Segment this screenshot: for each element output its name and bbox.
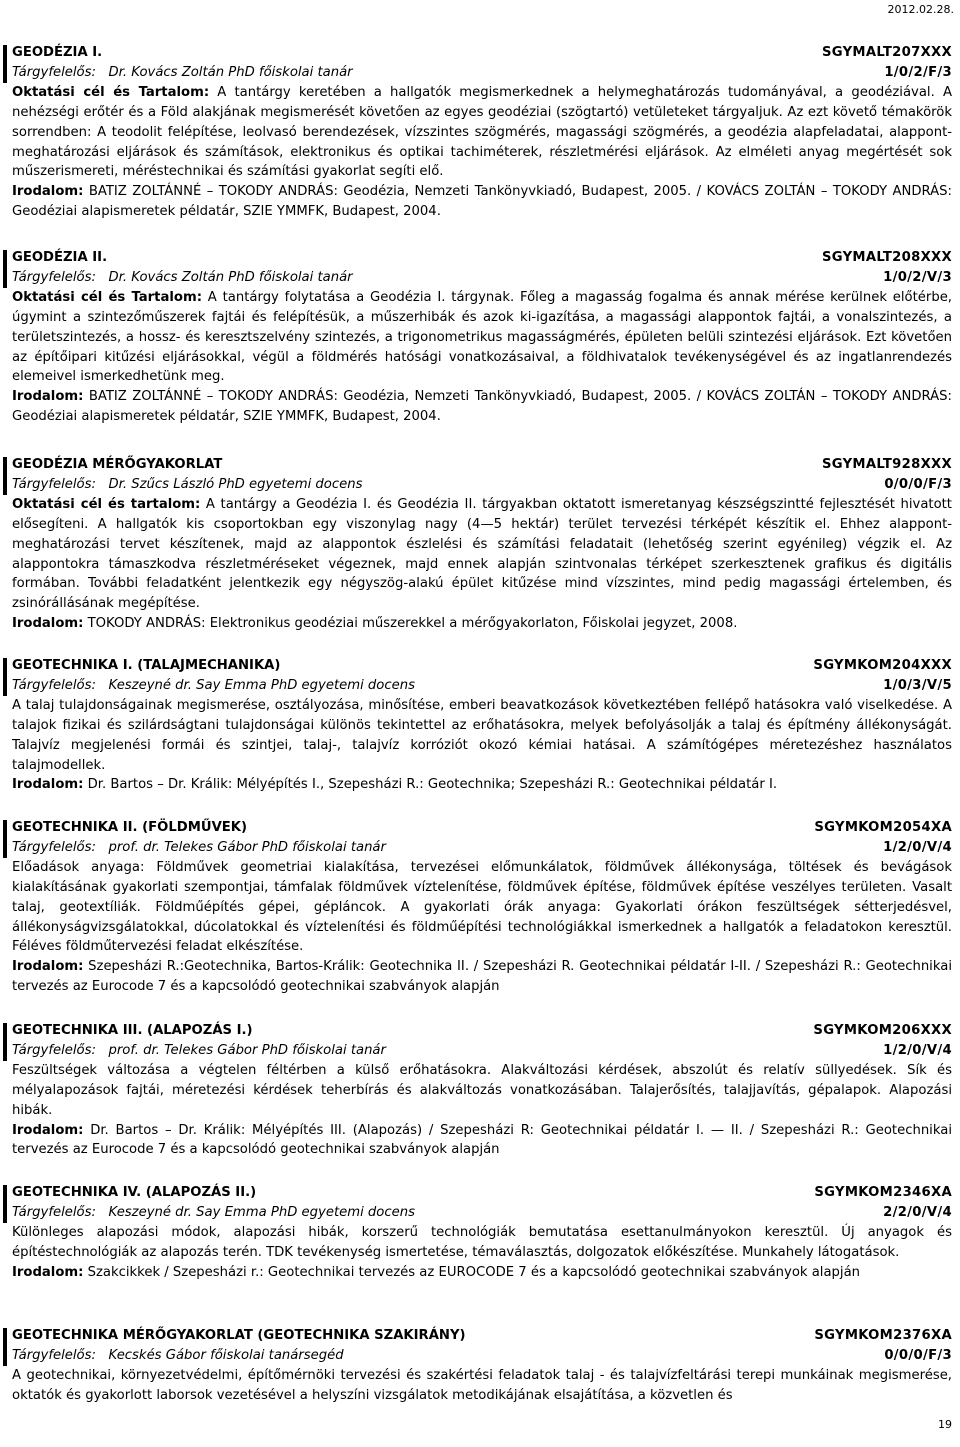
responsible-name: Kecskés Gábor főiskolai tanársegéd xyxy=(108,1347,344,1363)
course-block xyxy=(12,1183,952,1283)
course-title: GEOTECHNIKA I. (TALAJMECHANIKA) xyxy=(12,658,281,673)
section-bar xyxy=(3,45,7,83)
section-bar xyxy=(3,1185,7,1223)
course-description xyxy=(12,495,952,614)
course-responsible xyxy=(12,676,415,696)
responsible-label: Tárgyfelelős: xyxy=(12,64,96,80)
course-code: SGYMKOM206XXX xyxy=(813,1023,952,1038)
course-description xyxy=(12,858,952,958)
course-block xyxy=(12,455,952,634)
course-literature xyxy=(12,387,952,427)
responsible-name: Dr. Szűcs László PhD egyetemi docens xyxy=(108,476,363,492)
section-bar xyxy=(3,1023,7,1061)
course-block xyxy=(12,248,952,427)
course-credits: 0/0/0/F/3 xyxy=(884,1347,952,1363)
description-text: Különleges alapozási módok, alapozási hibák, korszerű technológiák bemutatása esettanulmányokon keresztül. Új anyagok és építéstechnológiák az alapozás terén. TDK tevékenység ismertetése, témaválasztás, dolgozatok előkészítése. Munkahely látogatások. xyxy=(12,1224,952,1260)
course-credits: 0/0/0/F/3 xyxy=(884,476,952,492)
course-description xyxy=(12,288,952,388)
responsible-name: Dr. Kovács Zoltán PhD főiskolai tanár xyxy=(108,64,353,80)
description-text: A tantárgy a Geodézia I. és Geodézia II. tárgyakban oktatott ismeretanyag készségszintté fejlesztését hivatott elősegíteni. A hallgatók kis csoportokban egy viszonylag nagy (4—5 hektár) terület tervezési térképét készítik el. Ehhez alappont-meghatározási tervet készítenek, majd az alappontok észlelési és számítási feladatait (lehetőség szerint egyénileg) végzik el. Az alappontokra támaszkodva részletméréseket végeznek, majd ennek alapján szintvonalas térképet szerkesztenek grafikus és digitális formában. További feladatként jelentkezik egy négyszög-alakú épület kitűzése mind vízszintes, mind pedig magassági értelemben, és zsinórállásának megépítése. xyxy=(12,496,952,612)
literature-label: Irodalom: xyxy=(12,959,84,975)
section-bar xyxy=(3,457,7,495)
course-description xyxy=(12,1223,952,1263)
course-title: GEODÉZIA I. xyxy=(12,45,103,60)
description-text: A talaj tulajdonságainak megismerése, osztályozása, minősítése, emberi beavatkozások következtében fellépő hatásokra való viselkedése. A talajok fizikai és szilárdságtani tulajdonságai különös tekintettel az erőhatásokra, melyek befolyásolják a talaj és építmény állékonyságát. Talajvíz megjelenési formái és szintjei, talaj-, talajvíz korróziót okozó kémiai hatásai. A számítógépes méretezéshez használatos talajmodellek. xyxy=(12,697,952,773)
description-text: Előadások anyaga: Földművek geometriai kialakítása, tervezései előmunkálatok, földművek állékonysága, töltések és bevágások kialakításának gyakorlati szempontjai, támfalak földművek víztelenítése, földművek építése, földművek építése veszélyes területen. Vasalt talaj, geotextíliák. Földműépítés gépei, gépláncok. A gyakorlati órák anyaga: Gyakorlati órákon feszültségek sétterjedésvel, állékonyságvizsgálatokkal, dúcolatokkal és víztelenítési és földműépítési technológiákkal ismerkednek a hallgatók a feladatokon keresztül. Féléves földműtervezési feladat elkészítése. xyxy=(12,859,952,955)
course-code: SGYMKOM204XXX xyxy=(813,658,952,673)
literature-label: Irodalom: xyxy=(12,1264,84,1280)
literature-text: BATIZ ZOLTÁNNÉ – TOKODY ANDRÁS: Geodézia, Nemzeti Tankönyvkiadó, Budapest, 2005. / KOVÁCS ZOLTÁN – TOKODY ANDRÁS: Geodéziai alapismeretek példatár, SZIE YMMFK, Budapest, 2004. xyxy=(12,184,952,220)
course-title: GEOTECHNIKA IV. (ALAPOZÁS II.) xyxy=(12,1185,257,1200)
section-bar xyxy=(3,658,7,696)
course-literature xyxy=(12,957,952,997)
course-responsible xyxy=(12,1041,386,1061)
responsible-name: prof. dr. Telekes Gábor PhD főiskolai tanár xyxy=(108,1042,386,1058)
description-text: Feszültségek változása a végtelen féltérben a külső erőhatásokra. Alakváltozási kérdések, abszolút és relatív süllyedések. Sík és mélyalapozások fajtái, méretezési kérdések teherbírás és alakváltozás vonatkozásában. Talajerősítés, talajjavítás, gépalapok. Alapozási hibák. xyxy=(12,1062,952,1118)
course-title: GEODÉZIA MÉRŐGYAKORLAT xyxy=(12,457,223,472)
course-literature xyxy=(12,182,952,222)
responsible-label: Tárgyfelelős: xyxy=(12,269,96,285)
responsible-name: Dr. Kovács Zoltán PhD főiskolai tanár xyxy=(108,269,353,285)
course-block xyxy=(12,656,952,795)
course-responsible xyxy=(12,1203,415,1223)
course-code: SGYMKOM2346XA xyxy=(814,1185,952,1200)
responsible-name: prof. dr. Telekes Gábor PhD főiskolai tanár xyxy=(108,839,386,855)
responsible-label: Tárgyfelelős: xyxy=(12,677,96,693)
responsible-name: Keszeyné dr. Say Emma PhD egyetemi docens xyxy=(108,677,415,693)
responsible-name: Keszeyné dr. Say Emma PhD egyetemi docens xyxy=(108,1204,415,1220)
course-title: GEOTECHNIKA III. (ALAPOZÁS I.) xyxy=(12,1023,253,1038)
course-block xyxy=(12,818,952,997)
responsible-label: Tárgyfelelős: xyxy=(12,1042,96,1058)
course-credits: 1/2/0/V/4 xyxy=(883,1042,952,1058)
responsible-label: Tárgyfelelős: xyxy=(12,839,96,855)
literature-text: TOKODY ANDRÁS: Elektronikus geodéziai műszerekkel a mérőgyakorlaton, Főiskolai jegyzet, 2008. xyxy=(83,616,738,632)
course-code: SGYMALT207XXX xyxy=(821,45,952,60)
responsible-label: Tárgyfelelős: xyxy=(12,1204,96,1220)
section-bar xyxy=(3,1328,7,1366)
literature-label: Irodalom: xyxy=(12,616,84,632)
description-label: Oktatási cél és Tartalom: xyxy=(12,289,202,305)
course-credits: 1/2/0/V/4 xyxy=(883,839,952,855)
literature-text: Dr. Bartos – Dr. Králik: Mélyépítés I., Szepesházi R.: Geotechnika; Szepesházi R.: Geotechnikai példatár I. xyxy=(83,777,778,793)
course-block xyxy=(12,1021,952,1160)
course-responsible xyxy=(12,838,386,858)
course-literature xyxy=(12,1263,952,1283)
literature-text: Szakcikkek / Szepesházi r.: Geotechnikai tervezés az EUROCODE 7 és a kapcsolódó geotechnikai szabványok alapján xyxy=(83,1264,861,1280)
description-label: Oktatási cél és tartalom: xyxy=(12,496,201,512)
course-credits: 1/0/2/V/3 xyxy=(883,269,952,285)
course-description xyxy=(12,696,952,776)
course-block xyxy=(12,1326,952,1406)
course-credits: 1/0/2/F/3 xyxy=(884,64,952,80)
course-block xyxy=(12,43,952,222)
course-credits: 2/2/0/V/4 xyxy=(883,1204,952,1220)
description-text: A tantárgy folytatása a Geodézia I. tárgynak. Főleg a magasság fogalma és annak mérése kerülnek előtérbe, úgymint a szintezőműszerek fajtái és felépítésük, a műszerhibák és azok ki-igazítása, a magassági alappontok fajtái, a vonalszintezés, a területszintezés, a hossz- és keresztszelvény szintezés, a trigonometrikus magasságmérés, épületen belüli szintezési eljárások. Ezt követően az építőipari kitűzési eljárásokkal, végül a földmérés hatósági vonatkozásaival, a földhivatalok tevékenységével és az ingatlanrendezés elemeivel ismerkedhetünk meg. xyxy=(12,289,953,385)
description-label: Oktatási cél és Tartalom: xyxy=(12,84,210,100)
responsible-label: Tárgyfelelős: xyxy=(12,1347,96,1363)
course-responsible xyxy=(12,268,353,288)
section-bar xyxy=(3,250,7,288)
course-code: SGYMALT208XXX xyxy=(821,250,952,265)
course-description xyxy=(12,83,952,183)
document-date: 2012.02.28. xyxy=(887,3,954,16)
literature-label: Irodalom: xyxy=(12,389,84,405)
section-bar xyxy=(3,820,7,858)
page-number: 19 xyxy=(938,1418,952,1431)
course-literature xyxy=(12,1121,952,1161)
course-responsible xyxy=(12,63,353,83)
description-text: A geotechnikai, környezetvédelmi, építőmérnöki tervezési és szakértési feladatok talaj - és talajvízfeltárási terepi munkáinak megismerése, oktatók és gyakorlott laborsok vezetésével a helyszíni vizsgálatok metodikájának elsajátítása, a közvetlen és xyxy=(12,1367,952,1403)
course-responsible xyxy=(12,1346,344,1366)
literature-text: BATIZ ZOLTÁNNÉ – TOKODY ANDRÁS: Geodézia, Nemzeti Tankönyvkiadó, Budapest, 2005. / KOVÁCS ZOLTÁN – TOKODY ANDRÁS: Geodéziai alapismeretek példatár, SZIE YMMFK, Budapest, 2004. xyxy=(12,389,952,425)
course-title: GEOTECHNIKA MÉRŐGYAKORLAT (GEOTECHNIKA SZAKIRÁNY) xyxy=(12,1328,466,1343)
literature-label: Irodalom: xyxy=(12,184,84,200)
course-literature xyxy=(12,614,952,634)
course-literature xyxy=(12,775,952,795)
course-code: SGYMKOM2376XA xyxy=(814,1328,952,1343)
literature-text: Dr. Bartos – Dr. Králik: Mélyépítés III. (Alapozás) / Szepesházi R: Geotechnikai példatár I. — II. / Szepesházi R.: Geotechnikai tervezés az Eurocode 7 és a kapcsolódó geotechnikai szabványok alapján xyxy=(12,1122,952,1158)
literature-label: Irodalom: xyxy=(12,1122,84,1138)
responsible-label: Tárgyfelelős: xyxy=(12,476,96,492)
literature-text: Szepesházi R.:Geotechnika, Bartos-Králik: Geotechnika II. / Szepesházi R. Geotechnikai példatár I-II. / Szepesházi R.: Geotechnikai tervezés az Eurocode 7 és a kapcsolódó geotechnikai szabványok alapján xyxy=(12,959,952,995)
course-code: SGYMALT928XXX xyxy=(821,457,952,472)
course-title: GEOTECHNIKA II. (FÖLDMŰVEK) xyxy=(12,820,248,835)
course-credits: 1/0/3/V/5 xyxy=(883,677,952,693)
course-description xyxy=(12,1366,952,1406)
course-title: GEODÉZIA II. xyxy=(12,250,108,265)
literature-label: Irodalom: xyxy=(12,777,84,793)
course-code: SGYMKOM2054XA xyxy=(814,820,952,835)
description-text: A tantárgy keretében a hallgatók megismerkednek a helymeghatározás tudományával, a geodéziával. A nehézségi erőtér és a Föld alakjának megismerését követően az egyes geodéziai (szögtartó) vetületeket tárgyaljuk. Az ezt követő témakörök sorrendben: A teodolit felépítése, leolvasó berendezések, vízszintes szögmérés, magassági szögmérés, a geodézia alapfeladatai, alappont-meghatározási eljárások és számítások, elektronikus és optikai tachiméterek, részletmérési eljárások. Az elméleti anyag megértését sok műszerismereti, méréstechnikai és számítási gyakorlat segíti elő. xyxy=(12,84,952,180)
course-responsible xyxy=(12,475,362,495)
course-description xyxy=(12,1061,952,1121)
